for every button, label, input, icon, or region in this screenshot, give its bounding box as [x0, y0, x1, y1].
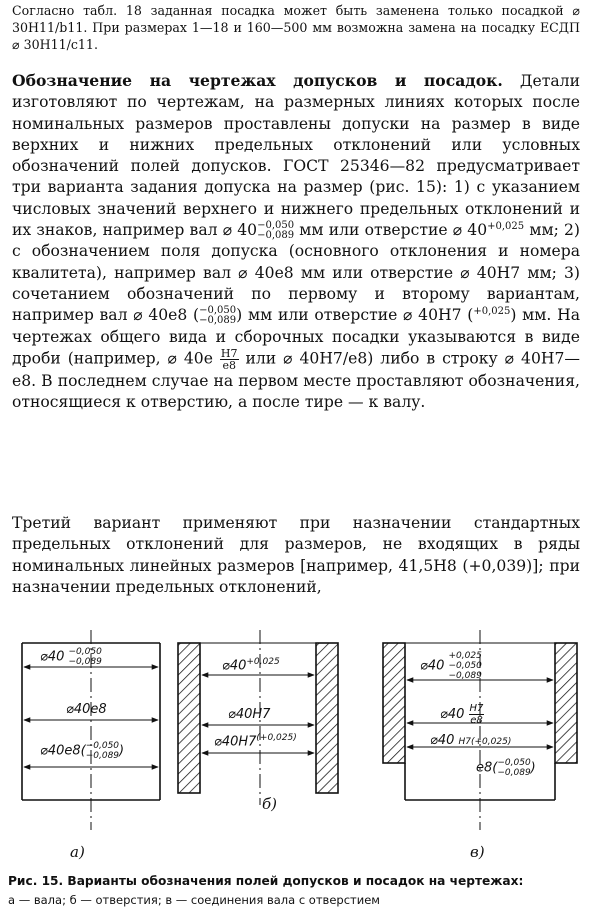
hole-deviation: +0,025	[487, 220, 525, 232]
c-dim3-top: ⌀40 Н7(+0,025)	[430, 733, 512, 748]
figure-15	[0, 625, 590, 865]
third-paragraph: Третий вариант применяют при назначении стандартных предельных отклонений для размеров, не входящих в ряды номинальных линейных размеров [например, 41,5Н8 (+0,039)]; при назначении предельных отклонений,	[12, 514, 580, 596]
figure-caption	[8, 872, 583, 910]
a-label: а)	[70, 843, 85, 861]
a-dim1: ⌀40 −0,050 −0,089	[40, 647, 102, 667]
caption-line2: а — вала; б — отверстия; в — соединения вала с отверстием	[8, 893, 380, 907]
b-dim3: $⌀40Н7^{(+0,025)}$	[214, 733, 297, 750]
c-dim2: ⌀40 $\frac{Н7}{е8}$	[440, 703, 484, 726]
c-label: в)	[470, 843, 485, 861]
main-text-d: ) мм или отверстие ⌀ 40Н7 (	[236, 306, 474, 325]
intro-paragraph: Согласно табл. 18 заданная посадка может быть заменена только посадкой ⌀ 30Н11/b11. При размерах 1—18 и 160—500 мм возможна замена на посадку ЕСДП ⌀ 30Н11/с11.	[12, 3, 580, 52]
fit-fraction: $\frac{Н7}{е8}$	[220, 346, 238, 372]
a-dim3: ⌀40е8(−0,050 −0,089)	[40, 741, 125, 761]
main-text-b: мм или отверстие ⌀ 40	[294, 221, 488, 240]
b-dim2: ⌀40Н7	[228, 707, 271, 722]
main-text-e: ) мм. На чертежах общего вида и сборочных посадки указываются в виде дроби (например, ⌀ 40е	[12, 306, 580, 368]
section-heading: Обозначение на чертежах допусков и посадок.	[12, 71, 503, 90]
hole-deviation-2: +0,025	[473, 306, 511, 318]
main-text-a: Детали изготовляют по чертежам, на размерных линиях которых после номинальных размеров проставлены допуски на размер в виде верхних и нижних предельных отклонений или условных обозначений полей допусков. ГОСТ 25346—82 предусматривает три варианта задания допуска на размер (рис. 15): 1) с указанием числовых значений верхнего и нижнего предельных отклонений и их знаков, например вал ⌀ 40	[12, 72, 580, 240]
main-text-f: или ⌀ 40Н7/е8) либо в строку ⌀ 40Н7—е8. В последнем случае на первом месте проставляют обозначения, относящиеся к отверстию, а после тире — к валу.	[12, 349, 580, 412]
c-dim1: ⌀40 +0,025 −0,050 −0,089	[420, 651, 482, 681]
main-text-c: мм; 2) с обозначением поля допуска (основного отклонения и номера квалитета), например вал ⌀ 40е8 мм или отверстие ⌀ 40Н7 мм; 3) сочетанием обозначений по первому и второму вариантам, например вал ⌀ 40е8 (	[12, 221, 581, 325]
shaft-deviations-2: −0,050 −0,089	[199, 305, 237, 327]
shaft-deviations: −0,050 −0,089	[257, 220, 295, 242]
b-dim1: $⌀40^{+0,025}$	[222, 657, 280, 674]
b-label: б)	[262, 795, 278, 813]
c-dim3-bottom: е8(−0,050 −0,089)	[476, 758, 536, 778]
caption-line1: Рис. 15. Варианты обозначения полей допусков и посадок на чертежах:	[8, 874, 524, 888]
a-dim2: ⌀40е8	[66, 702, 107, 717]
main-paragraph	[12, 70, 580, 413]
